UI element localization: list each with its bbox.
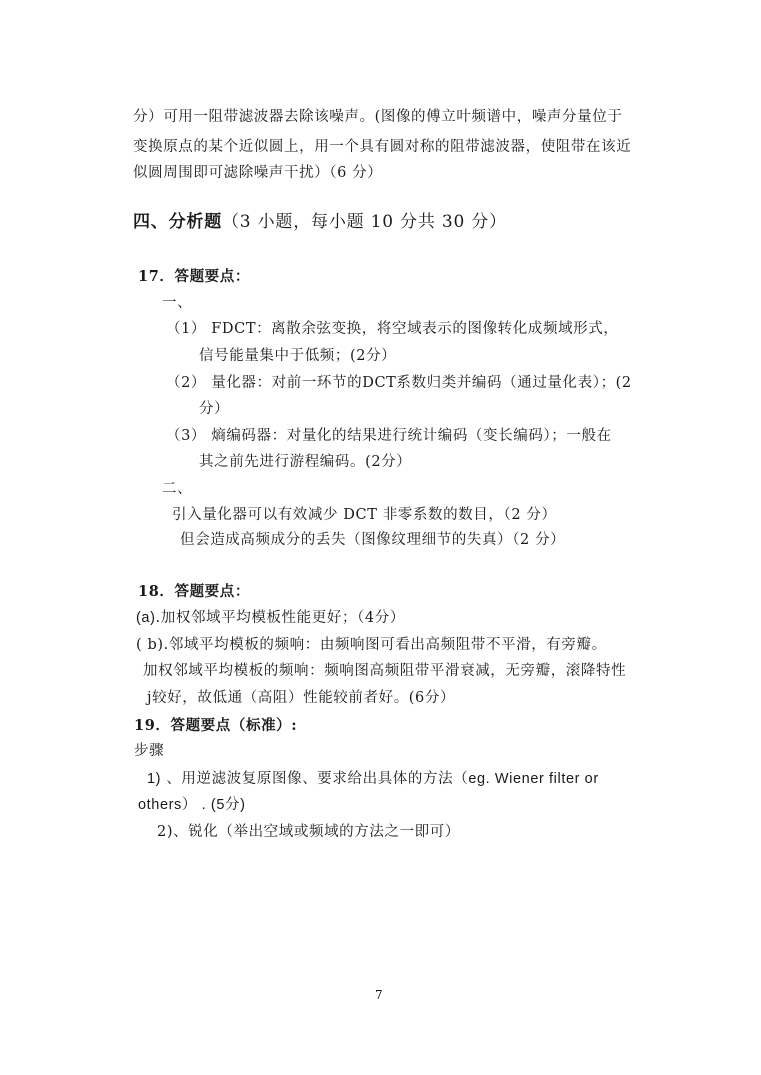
q18-a-prefix: (a): [136, 610, 156, 626]
intro-line-3: 似圆周围即可滤除噪声干扰）（6 分）: [133, 165, 383, 181]
q19-step-1: [147, 772, 599, 787]
q17-heading: 17．答题要点：: [138, 268, 250, 285]
q19-step-1-line-2: others） . (5分): [138, 797, 246, 813]
q18-answer-c-line-1: 加权邻域平均模板的频响：频响图高频阻带平滑衰减，无旁瓣，滚降特性: [143, 663, 627, 679]
section-title: 四、分析题: [133, 212, 222, 232]
q17-item-2-line-1: （2） 量化器：对前一环节的DCT系数归类并编码（通过量化表）；(2: [166, 375, 632, 391]
q17-part1-label: 一、: [162, 295, 193, 311]
q17-part2-line-1: 引入量化器可以有效减少 DCT 非零系数的数目，（2 分）: [172, 507, 557, 523]
page-number: 7: [375, 988, 384, 1002]
intro-line-1: 分）可用一阻带滤波器去除该噪声。(图像的傅立叶频谱中，噪声分量位于: [133, 109, 623, 125]
q17-part2-line-2: 但会造成高频成分的丢失（图像纹理细节的失真）（2 分）: [180, 532, 566, 548]
q17-item-3-line-1: （3） 熵编码器：对量化的结果进行统计编码（变长编码）；一般在: [166, 428, 612, 444]
q18-answer-a: [136, 611, 405, 626]
q19-heading: 19．答题要点（标准）:: [134, 717, 298, 734]
q19-step-1-number: 1): [147, 771, 162, 787]
q18-answer-c-line-2: j较好，故低通（高阻）性能较前者好。(6分）: [147, 690, 456, 706]
q17-item-3-line-2: 其之前先进行游程编码。(2分）: [199, 454, 412, 470]
q19-steps-label: 步骤: [134, 743, 165, 759]
section-heading: [133, 214, 507, 231]
intro-line-2: 变换原点的某个近似圆上，用一个具有圆对称的阻带滤波器，使阻带在该近: [133, 139, 632, 155]
q19-step-1-text: 、用逆滤波复原图像、要求给出具体的方法（: [166, 771, 469, 787]
q17-item-1-line-1: （1） FDCT：离散余弦变换，将空域表示的图像转化成频域形式，: [166, 321, 619, 337]
q19-step-2: 2)、锐化（举出空域或频域的方法之一即可）: [157, 824, 460, 840]
q18-a-text: .加权邻域平均模板性能更好；（4分）: [155, 610, 405, 626]
section-note: （3 小题，每小题 10 分共 30 分）: [222, 212, 507, 232]
q17-part2-label: 二、: [162, 481, 193, 497]
q17-item-1-line-2: 信号能量集中于低频；(2分）: [199, 348, 397, 364]
q18-answer-b: ( b).邻域平均模板的频响：由频响图可看出高频阻带不平滑，有旁瓣。: [136, 637, 607, 653]
q17-item-2-line-2: 分）: [199, 401, 230, 417]
q18-heading: 18．答题要点：: [138, 583, 250, 600]
q19-step-1-eng: eg. Wiener filter or: [468, 771, 599, 787]
